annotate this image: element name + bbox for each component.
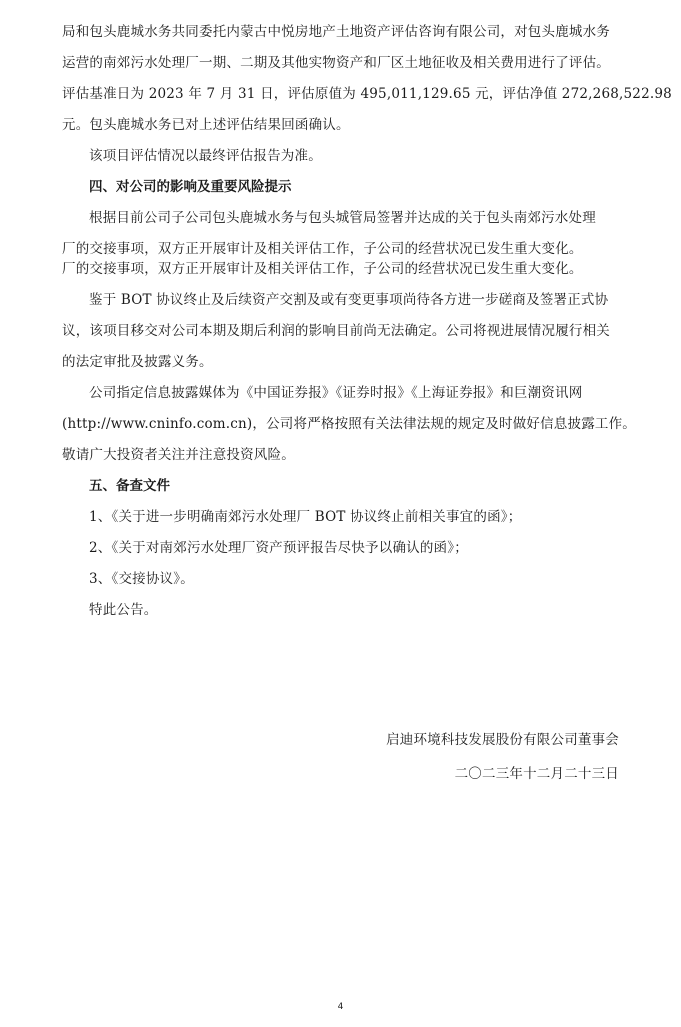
paragraph-bot-termination bbox=[62, 290, 622, 372]
text-line: 该项目评估情况以最终评估报告为准。 bbox=[89, 148, 322, 164]
text-line: 运营的南郊污水处理厂一期、二期及其他实物资产和厂区土地征收及相关费用进行了评估。 bbox=[62, 55, 610, 71]
text-line: 公司指定信息披露媒体为《中国证券报》《证券时报》《上海证券报》和巨潮资讯网 bbox=[89, 385, 583, 401]
document-list bbox=[62, 507, 622, 589]
text-line: 厂的交接事项，双方正开展审计及相关评估工作，子公司的经营状况已发生重大变化。 bbox=[62, 241, 583, 257]
text-line: 议，该项目移交对公司本期及期后利润的影响目前尚无法确定。公司将视进展情况履行相关 bbox=[62, 323, 610, 339]
text-line: 敬请广大投资者关注并注意投资风险。 bbox=[62, 447, 295, 463]
section-heading-documents: 五、备查文件 bbox=[89, 478, 170, 494]
document-body bbox=[62, 22, 672, 631]
list-item: 1、《关于进一步明确南郊污水处理厂 BOT 协议终止前相关事宜的函》； bbox=[89, 509, 522, 525]
text-line: 局和包头鹿城水务共同委托内蒙古中悦房地产土地资产评估咨询有限公司，对包头鹿城水务 bbox=[62, 24, 610, 40]
page-number: 4 bbox=[337, 1002, 344, 1012]
text-line: 鉴于 BOT 协议终止及后续资产交割及或有变更事项尚待各方进一步磋商及签署正式协 bbox=[89, 292, 609, 308]
text-line: 厂的交接事项，双方正开展审计及相关评估工作，子公司的经营状况已发生重大变化。 bbox=[62, 261, 583, 277]
text-line: 元。包头鹿城水务已对上述评估结果回函确认。 bbox=[62, 117, 350, 133]
text-line: 特此公告。 bbox=[89, 602, 158, 618]
paragraph-impact bbox=[62, 208, 622, 279]
signature-block bbox=[386, 730, 619, 798]
signature-company: 启迪环境科技发展股份有限公司董事会 bbox=[386, 732, 619, 748]
list-item: 2、《关于对南郊污水处理厂资产预评报告尽快予以确认的函》； bbox=[89, 540, 468, 556]
paragraph-disclosure-media bbox=[62, 383, 637, 465]
list-item: 3、《交接协议》。 bbox=[89, 571, 194, 587]
signature-date: 二〇二三年十二月二十三日 bbox=[454, 766, 619, 782]
text-line: 的法定审批及披露义务。 bbox=[62, 354, 213, 370]
section-heading-impact: 四、对公司的影响及重要风险提示 bbox=[89, 179, 292, 195]
paragraph-evaluation bbox=[62, 22, 672, 135]
paragraph-evaluation-note bbox=[62, 146, 622, 166]
closing-remark bbox=[62, 600, 622, 620]
text-line: (http://www.cninfo.com.cn)，公司将严格按照有关法律法规的规定及时做好信息披露工作。 bbox=[62, 416, 637, 432]
text-line: 根据目前公司子公司包头鹿城水务与包头城管局签署并达成的关于包头南郊污水处理 bbox=[89, 210, 596, 226]
text-line: 评估基准日为 2023 年 7 月 31 日，评估原值为 495,011,129.65 元，评估净值 272,268,522.98 bbox=[62, 86, 672, 102]
